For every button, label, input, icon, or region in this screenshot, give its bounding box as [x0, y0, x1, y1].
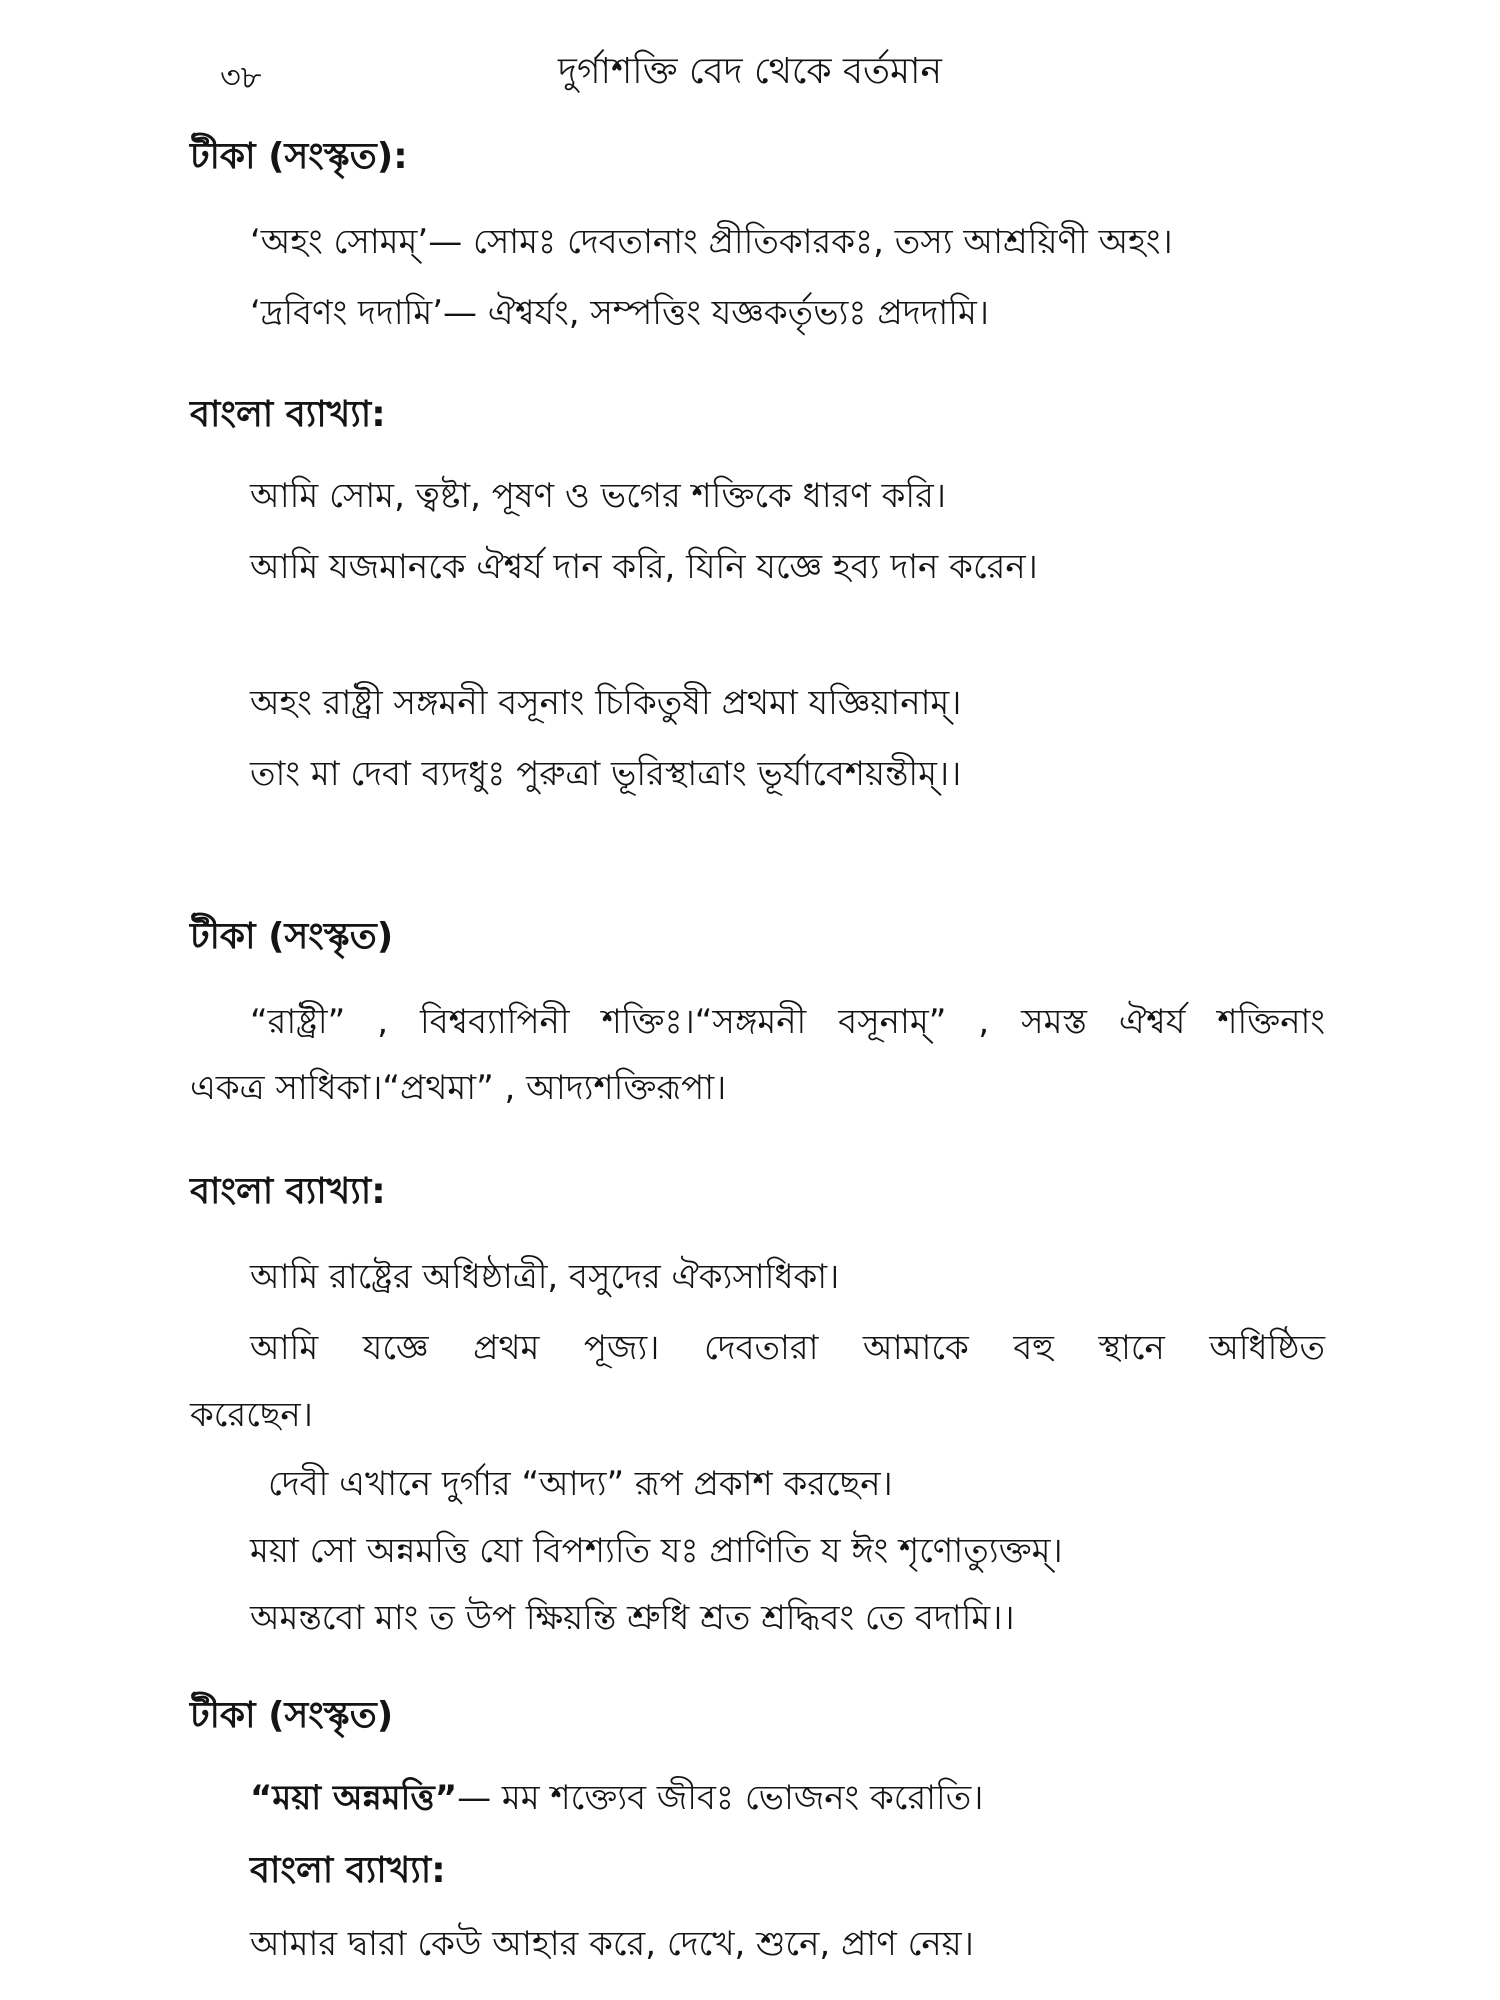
- running-title: দুর্গাশক্তি বেদ থেকে বর্তমান: [558, 51, 942, 92]
- page-number: ৩৮: [220, 58, 262, 96]
- text-line: ‘দ্রবিণং দদামি’— ঐশ্বর্যং, সম্পত্তিং যজ্ঞকর্তৃভ্যঃ প্রদদামি।: [250, 293, 990, 333]
- text-line: দেবী এখানে দুর্গার “আদ্য” রূপ প্রকাশ করছেন।: [268, 1464, 893, 1504]
- text-line: করেছেন।: [190, 1395, 313, 1435]
- verse-line: ময়া সো অন্নমত্তি যো বিপশ্যতি যঃ প্রাণিতি য ঈং শৃণোত্যুক্তম্।: [250, 1531, 1063, 1571]
- text-line: একত্র সাধিকা।“প্রথমা” , আদ্যশক্তিরূপা।: [190, 1068, 727, 1108]
- verse-line: অহং রাষ্ট্রী সঙ্গমনী বসূনাং চিকিতুষী প্রথমা যজ্ঞিয়ানাম্।: [250, 683, 962, 723]
- section-heading: বাংলা ব্যাখ্যা:: [190, 1171, 386, 1212]
- text-line: আমি যজ্ঞে প্রথম পূজ্য। দেবতারা আমাকে বহু স্থানে অধিষ্ঠিত: [250, 1328, 1325, 1368]
- page-header: [0, 44, 1500, 104]
- section-heading: টীকা (সংস্কৃত): [190, 916, 394, 957]
- quoted-term: “ময়া অন্নমত্তি”: [250, 1778, 458, 1818]
- text-line: আমি সোম, ত্বষ্টা, পূষণ ও ভগের শক্তিকে ধারণ করি।: [250, 476, 947, 516]
- section-heading: টীকা (সংস্কৃত):: [190, 136, 408, 177]
- text-line: ‘অহং সোমম্’— সোমঃ দেবতানাং প্রীতিকারকঃ, তস্য আশ্রয়িণী অহং।: [250, 222, 1173, 262]
- sub-heading: বাংলা ব্যাখ্যা:: [250, 1850, 446, 1891]
- section-heading: বাংলা ব্যাখ্যা:: [190, 394, 386, 435]
- verse-line: তাং মা দেবা ব্যদধুঃ পুরুত্রা ভূরিস্থাত্রাং ভূর্যাবেশয়ন্তীম্।।: [250, 754, 962, 794]
- text-line: [250, 1776, 983, 1820]
- text-line: আমি যজমানকে ঐশ্বর্য দান করি, যিনি যজ্ঞে হব্য দান করেন।: [250, 547, 1038, 587]
- text-line: আমি রাষ্ট্রের অধিষ্ঠাত্রী, বসুদের ঐক্যসাধিকা।: [250, 1257, 840, 1297]
- text-line: “রাষ্ট্রী” , বিশ্বব্যাপিনী শক্তিঃ।“সঙ্গমনী বসূনাম্” , সমস্ত ঐশ্বর্য শক্তিনাং: [250, 1002, 1325, 1042]
- section-heading: টীকা (সংস্কৃত): [190, 1695, 394, 1736]
- text-line: আমার দ্বারা কেউ আহার করে, দেখে, শুনে, প্রাণ নেয়।: [250, 1924, 974, 1964]
- text-fragment: — মম শক্ত্যেব জীবঃ ভোজনং করোতি।: [457, 1778, 984, 1818]
- verse-line: অমন্তবো মাং ত উপ ক্ষিয়ন্তি শ্রুধি শ্রত শ্রদ্ধিবং তে বদামি।।: [250, 1598, 1015, 1638]
